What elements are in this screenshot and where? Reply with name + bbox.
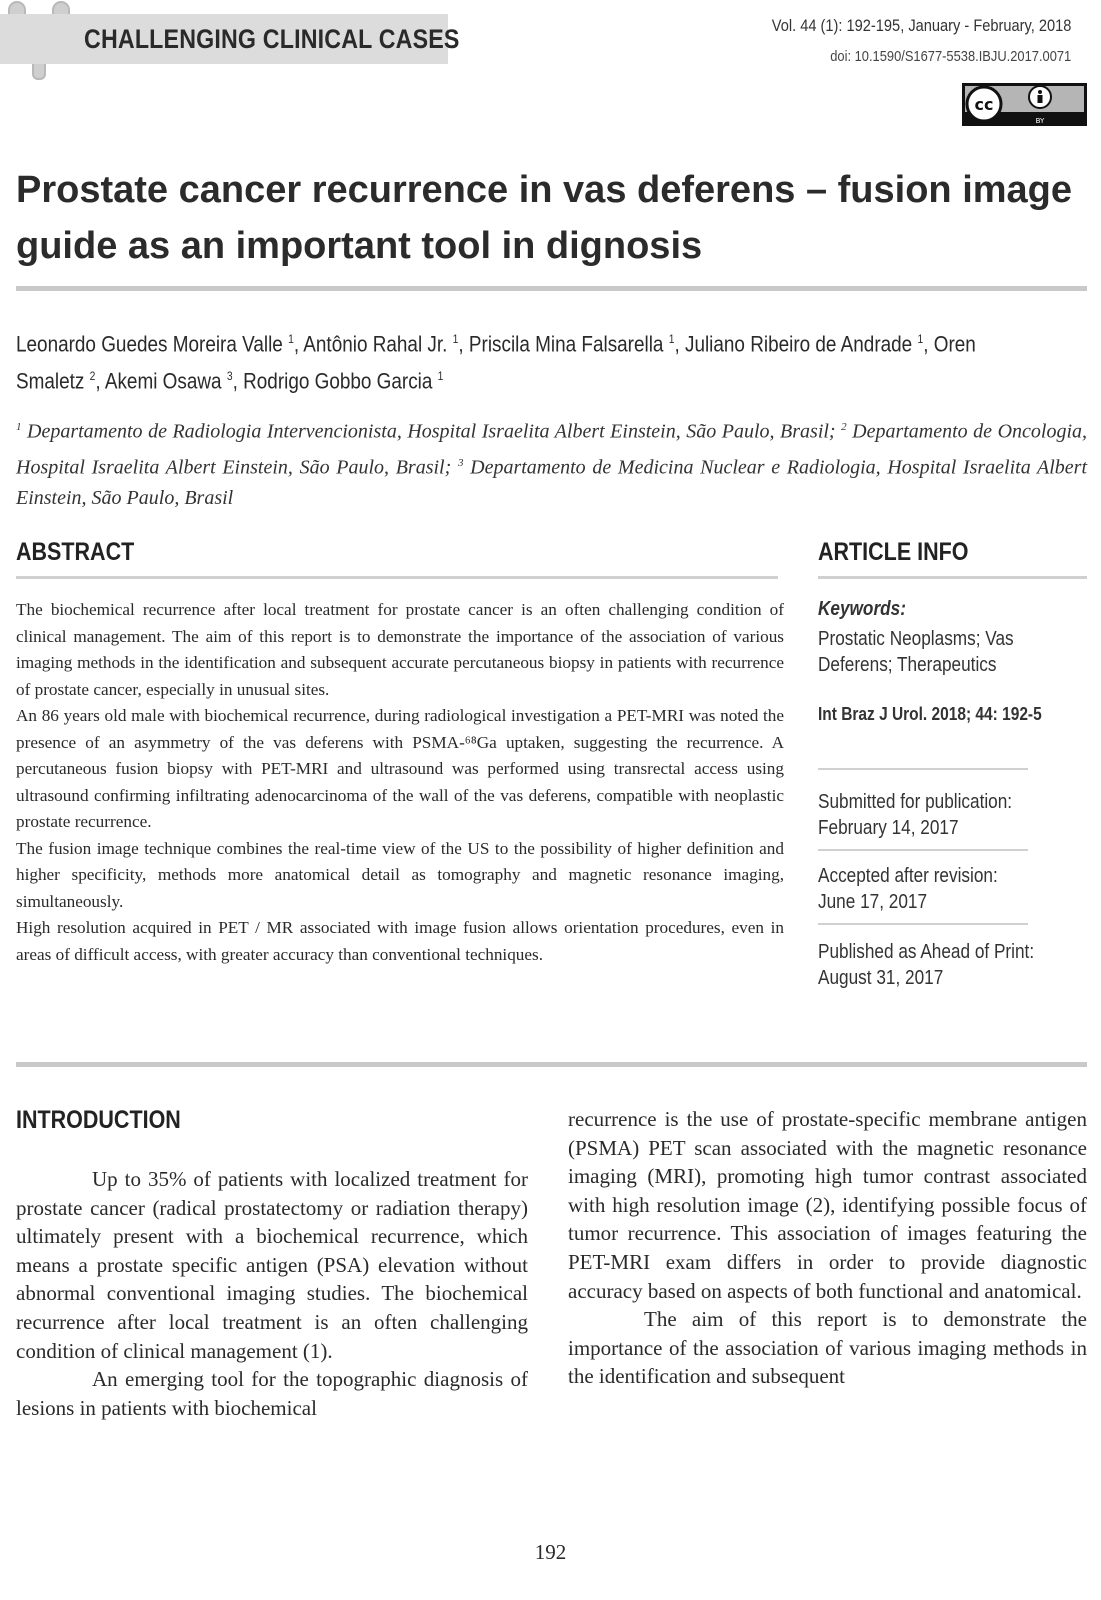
abstract-divider: [16, 576, 778, 579]
section-label: CHALLENGING CLINICAL CASES: [84, 24, 460, 54]
author-name[interactable]: Smaletz: [16, 368, 85, 394]
intro-left-column: [16, 1165, 528, 1422]
creative-commons-by-icon[interactable]: [962, 83, 1087, 126]
keywords-text[interactable]: Prostatic Neoplasms; Vas Deferens; Therapeutics: [818, 628, 1014, 676]
page-number: 192: [534, 1540, 567, 1564]
section-divider: [16, 1062, 1087, 1067]
intro-paragraph: The aim of this report is to demonstrate the importance of the association of various imaging methods in the identification and subsequent: [568, 1307, 1087, 1389]
author-name[interactable]: Rodrigo Gobbo Garcia: [243, 368, 433, 394]
affiliations: $^1$ Departamento de Radiologia Intervencionista, Hospital Israelita Albert Einstein, São Paulo, Brasil; $^2$ Departamento de Oncologia, Hospital Israelita Albert Einstein, São Paulo, Brasil; $^3$ Departamento de Medicina Nuclear e Radiologia, Hospital Israelita Albert Einstein, São Paulo, Brasil: [16, 420, 1088, 510]
published-label: Published as Ahead of Print:: [818, 941, 1035, 963]
author-name[interactable]: Leonardo Guedes Moreira Valle: [16, 331, 283, 357]
abstract-paragraph: An 86 years old male with biochemical recurrence, during radiological investigation a PET-MRI was noted the presence of an asymmetry of the vas deferens with PSMA-⁶⁸Ga uptaken, suggesting the recurrence. A percutaneous fusion biopsy with PET-MRI and ultrasound was performed using transrectal access using ultrasound confirming infiltrating adenocarcinoma of the wall of the vas deferens, compatible with neoplastic prostate recurrence.: [16, 706, 784, 831]
intro-paragraph: Up to 35% of patients with localized treatment for prostate cancer (radical prostatectomy or radiation therapy) ultimately present with a biochemical recurrence, which means a prostate specific antigen (PSA) elevation without abnormal conventional imaging studies. The biochemical recurrence after local treatment is an often challenging condition of clinical management (1).: [16, 1167, 528, 1363]
volume-info: Vol. 44 (1): 192-195, January - February, 2018: [771, 16, 1071, 35]
affiliation: Departamento de Radiologia Intervencionista, Hospital Israelita Albert Einstein, São Paulo, Brasil;: [27, 420, 836, 443]
affiliation: Departamento de Medicina Nuclear e Radiologia, Hospital Israelita Albert Einstein, São Paulo, Brasil: [16, 456, 1088, 510]
abstract-paragraph: The fusion image technique combines the real-time view of the US to the possibility of higher definition and higher specificity, methods more anatomical detail as tomography and magnetic resonance imaging, simultaneously.: [16, 838, 784, 911]
introduction-heading: INTRODUCTION: [16, 1106, 181, 1134]
citation: Int Braz J Urol. 2018; 44: 192-5: [818, 704, 1042, 724]
author-name[interactable]: Antônio Rahal Jr.: [303, 331, 448, 357]
affiliation: Departamento de Oncologia, Hospital Israelita Albert Einstein, São Paulo, Brasil;: [16, 420, 1087, 479]
author-name[interactable]: Akemi Osawa: [104, 368, 222, 394]
author-name[interactable]: Oren: [933, 331, 976, 357]
intro-paragraph: recurrence is the use of prostate-specific membrane antigen (PSMA) PET scan associated with the magnetic resonance imaging (MRI), promoting high tumor contrast associated with high resolution image (2), identifying possible focus of tumor recurrence. This association of images featuring the PET-MRI exam differs in order to provide diagnostic accuracy based on aspects of both functional and anatomical.: [568, 1107, 1087, 1303]
author-name[interactable]: Juliano Ribeiro de Andrade: [684, 331, 913, 357]
abstract-paragraph: The biochemical recurrence after local treatment for prostate cancer is an often challenging condition of clinical management. The aim of this report is to demonstrate the importance of the association of various imaging methods in the identification and subsequent accurate percutaneous biopsy in patients with recurrence of prostate cancer, especially in unusual sites.: [16, 600, 784, 699]
author-list: [16, 323, 1101, 398]
author-line-1: Leonardo Guedes Moreira Valle $^1$, Antônio Rahal Jr. $^1$, Priscila Mina Falsarella $^1$, Juliano Ribeiro de Andrade $^1$, Oren: [16, 331, 976, 357]
author-line-2: Smaletz $^2$, Akemi Osawa $^3$, Rodrigo Gobbo Garcia $^1$: [16, 368, 444, 394]
article-info-divider: [818, 576, 1087, 579]
info-divider: [818, 849, 1028, 851]
article-title: Prostate cancer recurrence in vas deferens – fusion image guide as an important tool in dignosis: [16, 169, 1073, 267]
submitted-date: February 14, 2017: [818, 817, 959, 839]
accepted-date: June 17, 2017: [818, 891, 928, 913]
info-divider: [818, 923, 1028, 925]
article-info-heading: ARTICLE INFO: [818, 538, 969, 566]
keywords-label: Keywords:: [818, 598, 906, 620]
intro-right-column: [568, 1105, 1087, 1391]
svg-text:BY: BY: [1035, 117, 1045, 125]
svg-text:cc: cc: [974, 95, 994, 114]
abstract-body: [16, 597, 784, 968]
intro-paragraph: An emerging tool for the topographic diagnosis of lesions in patients with biochemical: [16, 1367, 528, 1420]
published-date: August 31, 2017: [818, 967, 944, 989]
abstract-heading: ABSTRACT: [16, 538, 135, 566]
submitted-label: Submitted for publication:: [818, 791, 1013, 813]
title-divider: [16, 286, 1087, 291]
abstract-paragraph: High resolution acquired in PET / MR associated with image fusion allows orientation procedures, even in areas of difficult access, with greater accuracy than conventional techniques.: [16, 918, 784, 964]
author-name[interactable]: Priscila Mina Falsarella: [468, 331, 664, 357]
doi-link[interactable]: doi: 10.1590/S1677-5538.IBJU.2017.0071: [829, 48, 1071, 65]
accepted-label: Accepted after revision:: [818, 865, 998, 887]
info-divider: [818, 768, 1028, 770]
